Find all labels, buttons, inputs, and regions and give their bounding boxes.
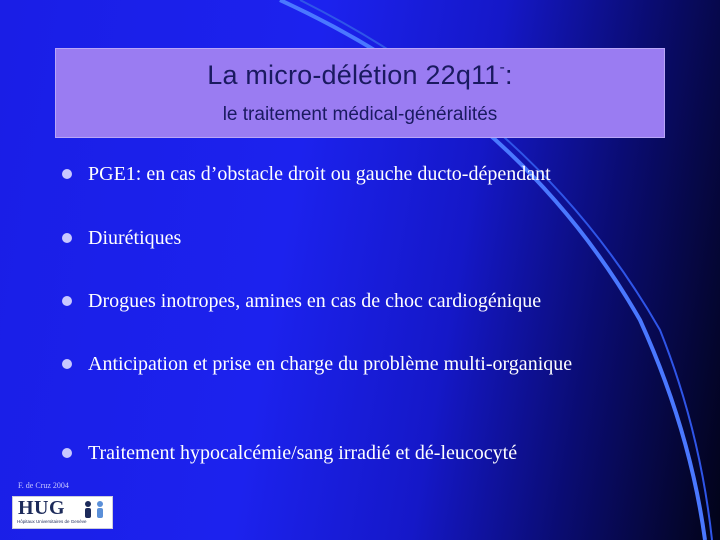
logo-text: HUG	[18, 497, 66, 519]
bullet-text: PGE1: en cas d’obstacle droit ou gauche ducto-dépendant	[88, 163, 551, 185]
bullet-text: Anticipation et prise en charge du problème multi-organique	[88, 353, 573, 375]
author-credit: F. de Cruz 2004	[18, 481, 69, 490]
slide-title: La micro-délétion 22q11-:	[207, 59, 513, 90]
logo-tagline: Hôpitaux Universitaires de Genève	[17, 519, 87, 524]
bullet-text: Traitement hypocalcémie/sang irradié et dé-leucocyté	[88, 442, 518, 464]
bullet-text: Diurétiques	[88, 227, 182, 249]
bullet-icon	[62, 448, 72, 458]
title-superscript: -	[499, 59, 506, 76]
bullet-icon	[62, 296, 72, 306]
slide-subtitle: le traitement médical-généralités	[222, 104, 498, 125]
bullet-icon	[62, 359, 72, 369]
people-icon	[81, 500, 109, 518]
bullet-text: Drogues inotropes, amines en cas de choc cardiogénique	[88, 290, 542, 312]
bullet-icon	[62, 233, 72, 243]
hug-logo	[12, 496, 113, 529]
bullet-icon	[62, 169, 72, 179]
